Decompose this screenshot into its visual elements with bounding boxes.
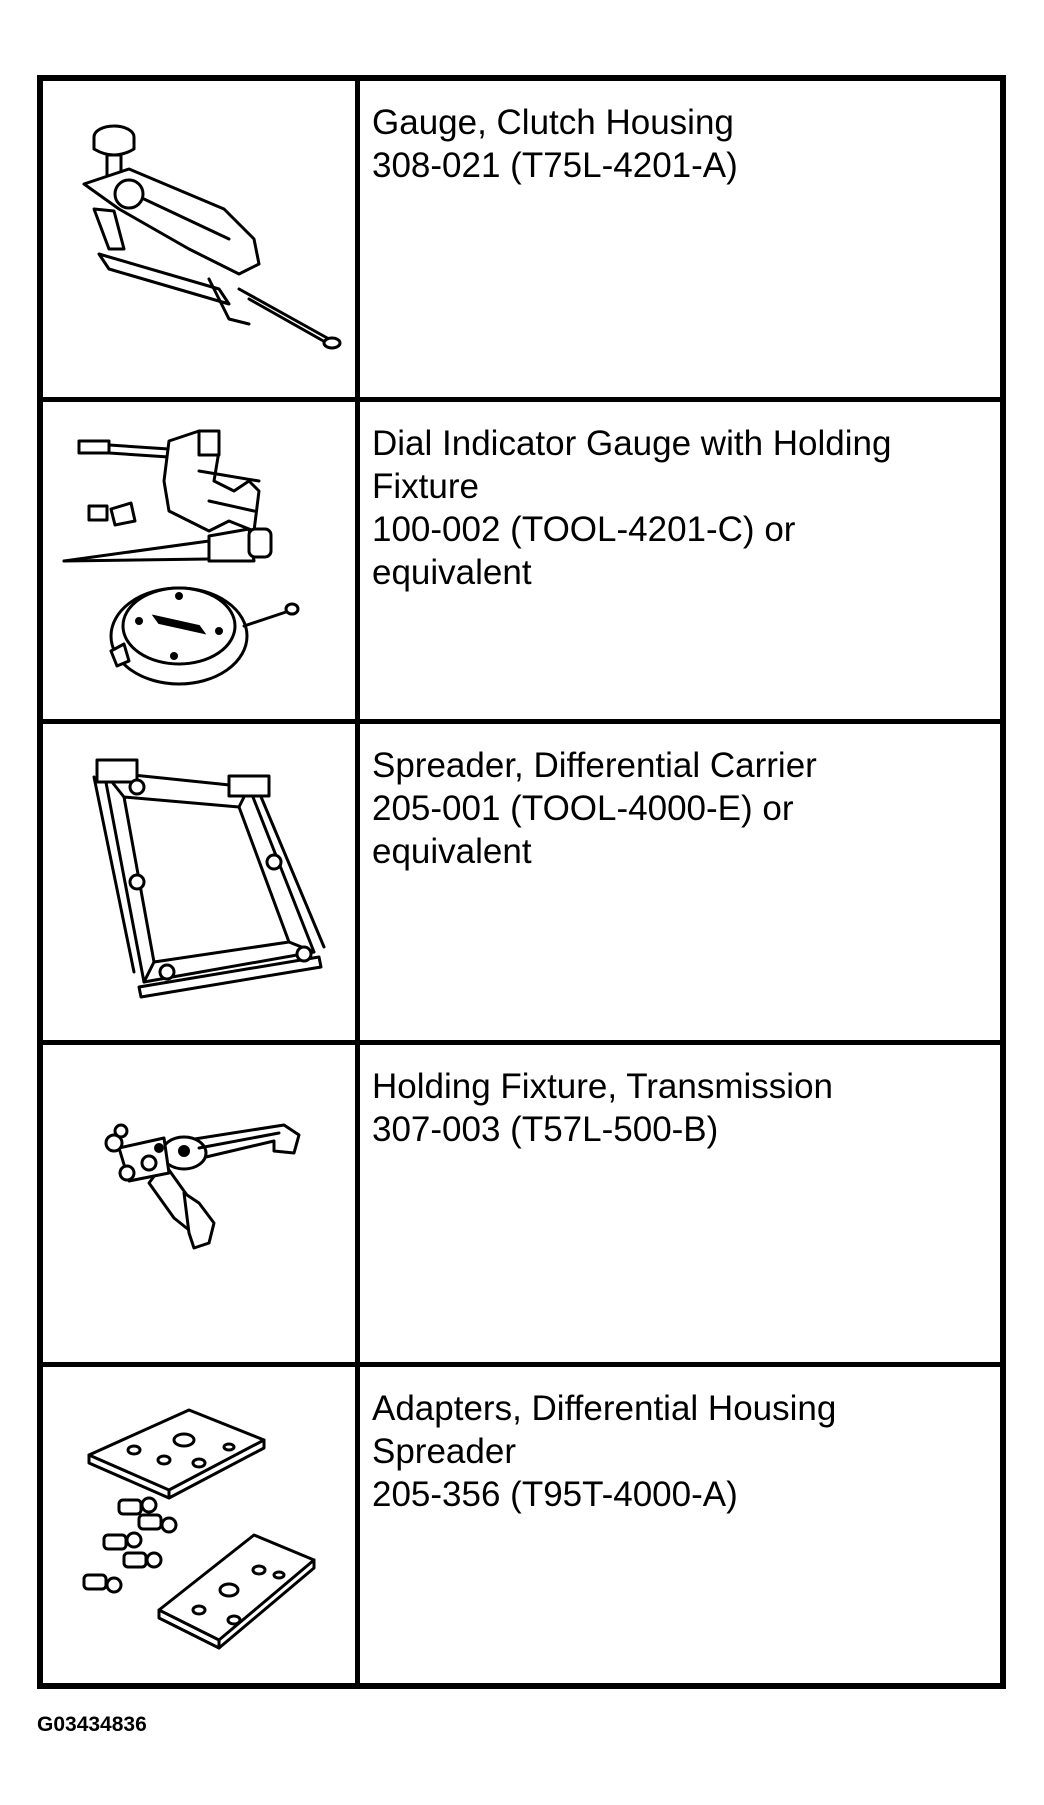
tool-description-line: Adapters, Differential Housing	[372, 1388, 837, 1428]
figure-code: G03434836	[37, 1713, 147, 1736]
tool-description-line: Spreader	[372, 1431, 516, 1471]
tool-row	[43, 1045, 1000, 1366]
tool-description	[360, 81, 1000, 397]
tool-figure-cell	[43, 724, 360, 1040]
clutch-housing-gauge-icon	[49, 89, 349, 389]
tool-description-line: equivalent	[372, 553, 532, 593]
tool-row	[43, 724, 1000, 1045]
tool-description-line: Dial Indicator Gauge with Holding	[372, 424, 892, 464]
special-tools-table	[37, 75, 1006, 1689]
tool-description-line: equivalent	[372, 831, 532, 871]
tool-part-number: 205-001 (TOOL-4000-E) or	[372, 788, 794, 828]
tool-part-number: 308-021 (T75L-4201-A)	[372, 146, 738, 185]
tool-description-line: Holding Fixture, Transmission	[372, 1067, 833, 1107]
tool-description-line: Gauge, Clutch Housing	[372, 103, 734, 142]
differential-housing-spreader-adapters-icon	[49, 1375, 349, 1675]
tool-figure-cell	[43, 1045, 360, 1361]
tool-description	[360, 724, 1000, 1040]
tool-row	[43, 81, 1000, 402]
tool-figure-cell	[43, 81, 360, 397]
tool-part-number: 100-002 (TOOL-4201-C) or	[372, 510, 796, 550]
tool-description	[360, 1045, 1000, 1361]
tool-part-number: 307-003 (T57L-500-B)	[372, 1110, 719, 1150]
tool-part-number: 205-356 (T95T-4000-A)	[372, 1474, 738, 1514]
tool-description	[360, 1367, 1000, 1683]
tool-figure-cell	[43, 402, 360, 718]
tool-row	[43, 1367, 1000, 1683]
differential-carrier-spreader-icon	[49, 732, 349, 1032]
transmission-holding-fixture-icon	[49, 1053, 349, 1353]
dial-indicator-gauge-icon	[49, 411, 349, 711]
tool-description-line: Spreader, Differential Carrier	[372, 745, 817, 785]
tool-row	[43, 402, 1000, 723]
tool-description-line: Fixture	[372, 467, 479, 507]
tool-figure-cell	[43, 1367, 360, 1683]
tool-description	[360, 402, 1000, 718]
